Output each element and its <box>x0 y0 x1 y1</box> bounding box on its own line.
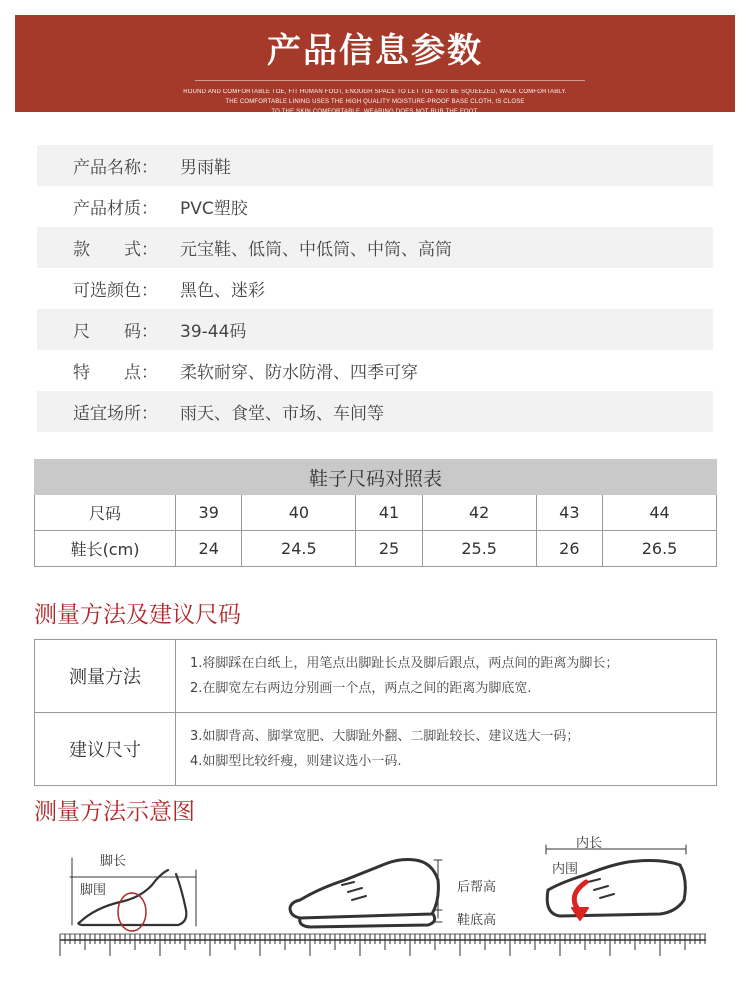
info-key: 款 式： <box>73 240 158 260</box>
measure-text <box>176 713 717 786</box>
banner-sub-line: THE COMFORTABLE LINING USES THE HIGH QUALITY MOISTURE-PROOF BASE CLOTH, IS CLOSE <box>225 99 525 105</box>
table-row <box>35 495 717 531</box>
size-chart-title: 鞋子尺码对照表 <box>35 460 717 495</box>
table-cell: 26.5 <box>603 531 717 567</box>
info-key: 特 点： <box>73 363 158 383</box>
table-cell: 40 <box>242 495 356 531</box>
table-cell: 24 <box>176 531 242 567</box>
shoe-side-sketch <box>290 860 442 928</box>
upper-height-label: 后帮高 <box>457 880 497 895</box>
info-key: 产品名称： <box>73 158 158 178</box>
measure-table <box>34 639 717 786</box>
table-cell: 43 <box>536 495 602 531</box>
measure-line: 4.如脚型比较纤瘦，则建议选小一码. <box>190 754 402 769</box>
info-row <box>37 145 713 186</box>
info-key: 可选颜色： <box>73 281 158 301</box>
table-row <box>35 640 717 713</box>
info-key: 产品材质： <box>73 199 158 219</box>
shoe-laces <box>342 882 366 900</box>
banner-subtitle <box>15 73 735 117</box>
measure-line: 3.如脚背高、脚掌宽肥、大脚趾外翻、二脚趾较长、建议选大一码； <box>190 729 580 744</box>
banner-sub-line: TO THE SKIN COMFORTABLE, WEARING DOES NOT RUB THE FOOT. <box>271 109 479 115</box>
measure-section-title: 测量方法及建议尺码 <box>34 602 241 628</box>
info-value: PVC塑胶 <box>180 199 248 219</box>
inner-length-label: 内长 <box>576 836 603 851</box>
info-value: 元宝鞋、低筒、中低筒、中筒、高筒 <box>180 240 452 260</box>
table-row <box>35 713 717 786</box>
foot-length-label: 脚长 <box>100 854 127 869</box>
info-row <box>37 391 713 432</box>
table-cell: 44 <box>603 495 717 531</box>
inner-girth-label: 内围 <box>552 862 579 877</box>
measure-key: 测量方法 <box>35 640 176 713</box>
info-row <box>37 309 713 350</box>
product-info-list <box>37 145 713 432</box>
table-cell: 42 <box>422 495 536 531</box>
ruler <box>60 934 706 956</box>
info-value: 39-44码 <box>180 322 247 342</box>
table-cell: 25.5 <box>422 531 536 567</box>
table-cell: 26 <box>536 531 602 567</box>
row-label: 尺码 <box>35 495 176 531</box>
info-value: 男雨鞋 <box>180 158 231 178</box>
info-row <box>37 227 713 268</box>
measurement-diagram <box>0 830 750 980</box>
info-value: 柔软耐穿、防水防滑、四季可穿 <box>180 363 418 383</box>
banner-title: 产品信息参数 <box>267 31 483 71</box>
info-value: 雨天、食堂、市场、车间等 <box>180 404 384 424</box>
info-key: 尺 码： <box>73 322 158 342</box>
shoe-inner-sketch <box>546 845 686 920</box>
table-cell: 39 <box>176 495 242 531</box>
table-cell: 25 <box>356 531 422 567</box>
info-row <box>37 350 713 391</box>
table-cell: 41 <box>356 495 422 531</box>
row-label: 鞋长(cm) <box>35 531 176 567</box>
header-banner <box>15 15 735 115</box>
shoe-upper <box>290 860 438 919</box>
info-key: 适宜场所： <box>73 404 158 424</box>
foot-girth-label: 脚围 <box>80 883 107 898</box>
measure-line: 2.在脚宽左右两边分别画一个点，两点之间的距离为脚底宽. <box>190 681 532 696</box>
shoe-laces-right <box>588 879 614 898</box>
table-cell: 24.5 <box>242 531 356 567</box>
table-row <box>35 531 717 567</box>
diagram-section-title: 测量方法示意图 <box>34 799 195 825</box>
banner-sub-line: ROUND AND COMFORTABLE TOE, FIT HUMAN FOOT, ENOUGH SPACE TO LET TOE NOT BE SQUEEZED, WALK COMFORTABLY. <box>183 89 567 95</box>
info-value: 黑色、迷彩 <box>180 281 265 301</box>
sole-height-label: 鞋底高 <box>457 913 497 928</box>
size-chart-table <box>34 459 717 567</box>
measure-key: 建议尺寸 <box>35 713 176 786</box>
info-row <box>37 186 713 227</box>
info-row <box>37 268 713 309</box>
measure-text <box>176 640 717 713</box>
measure-line: 1.将脚踩在白纸上，用笔点出脚趾长点及脚后跟点，两点间的距离为脚长； <box>190 656 619 671</box>
